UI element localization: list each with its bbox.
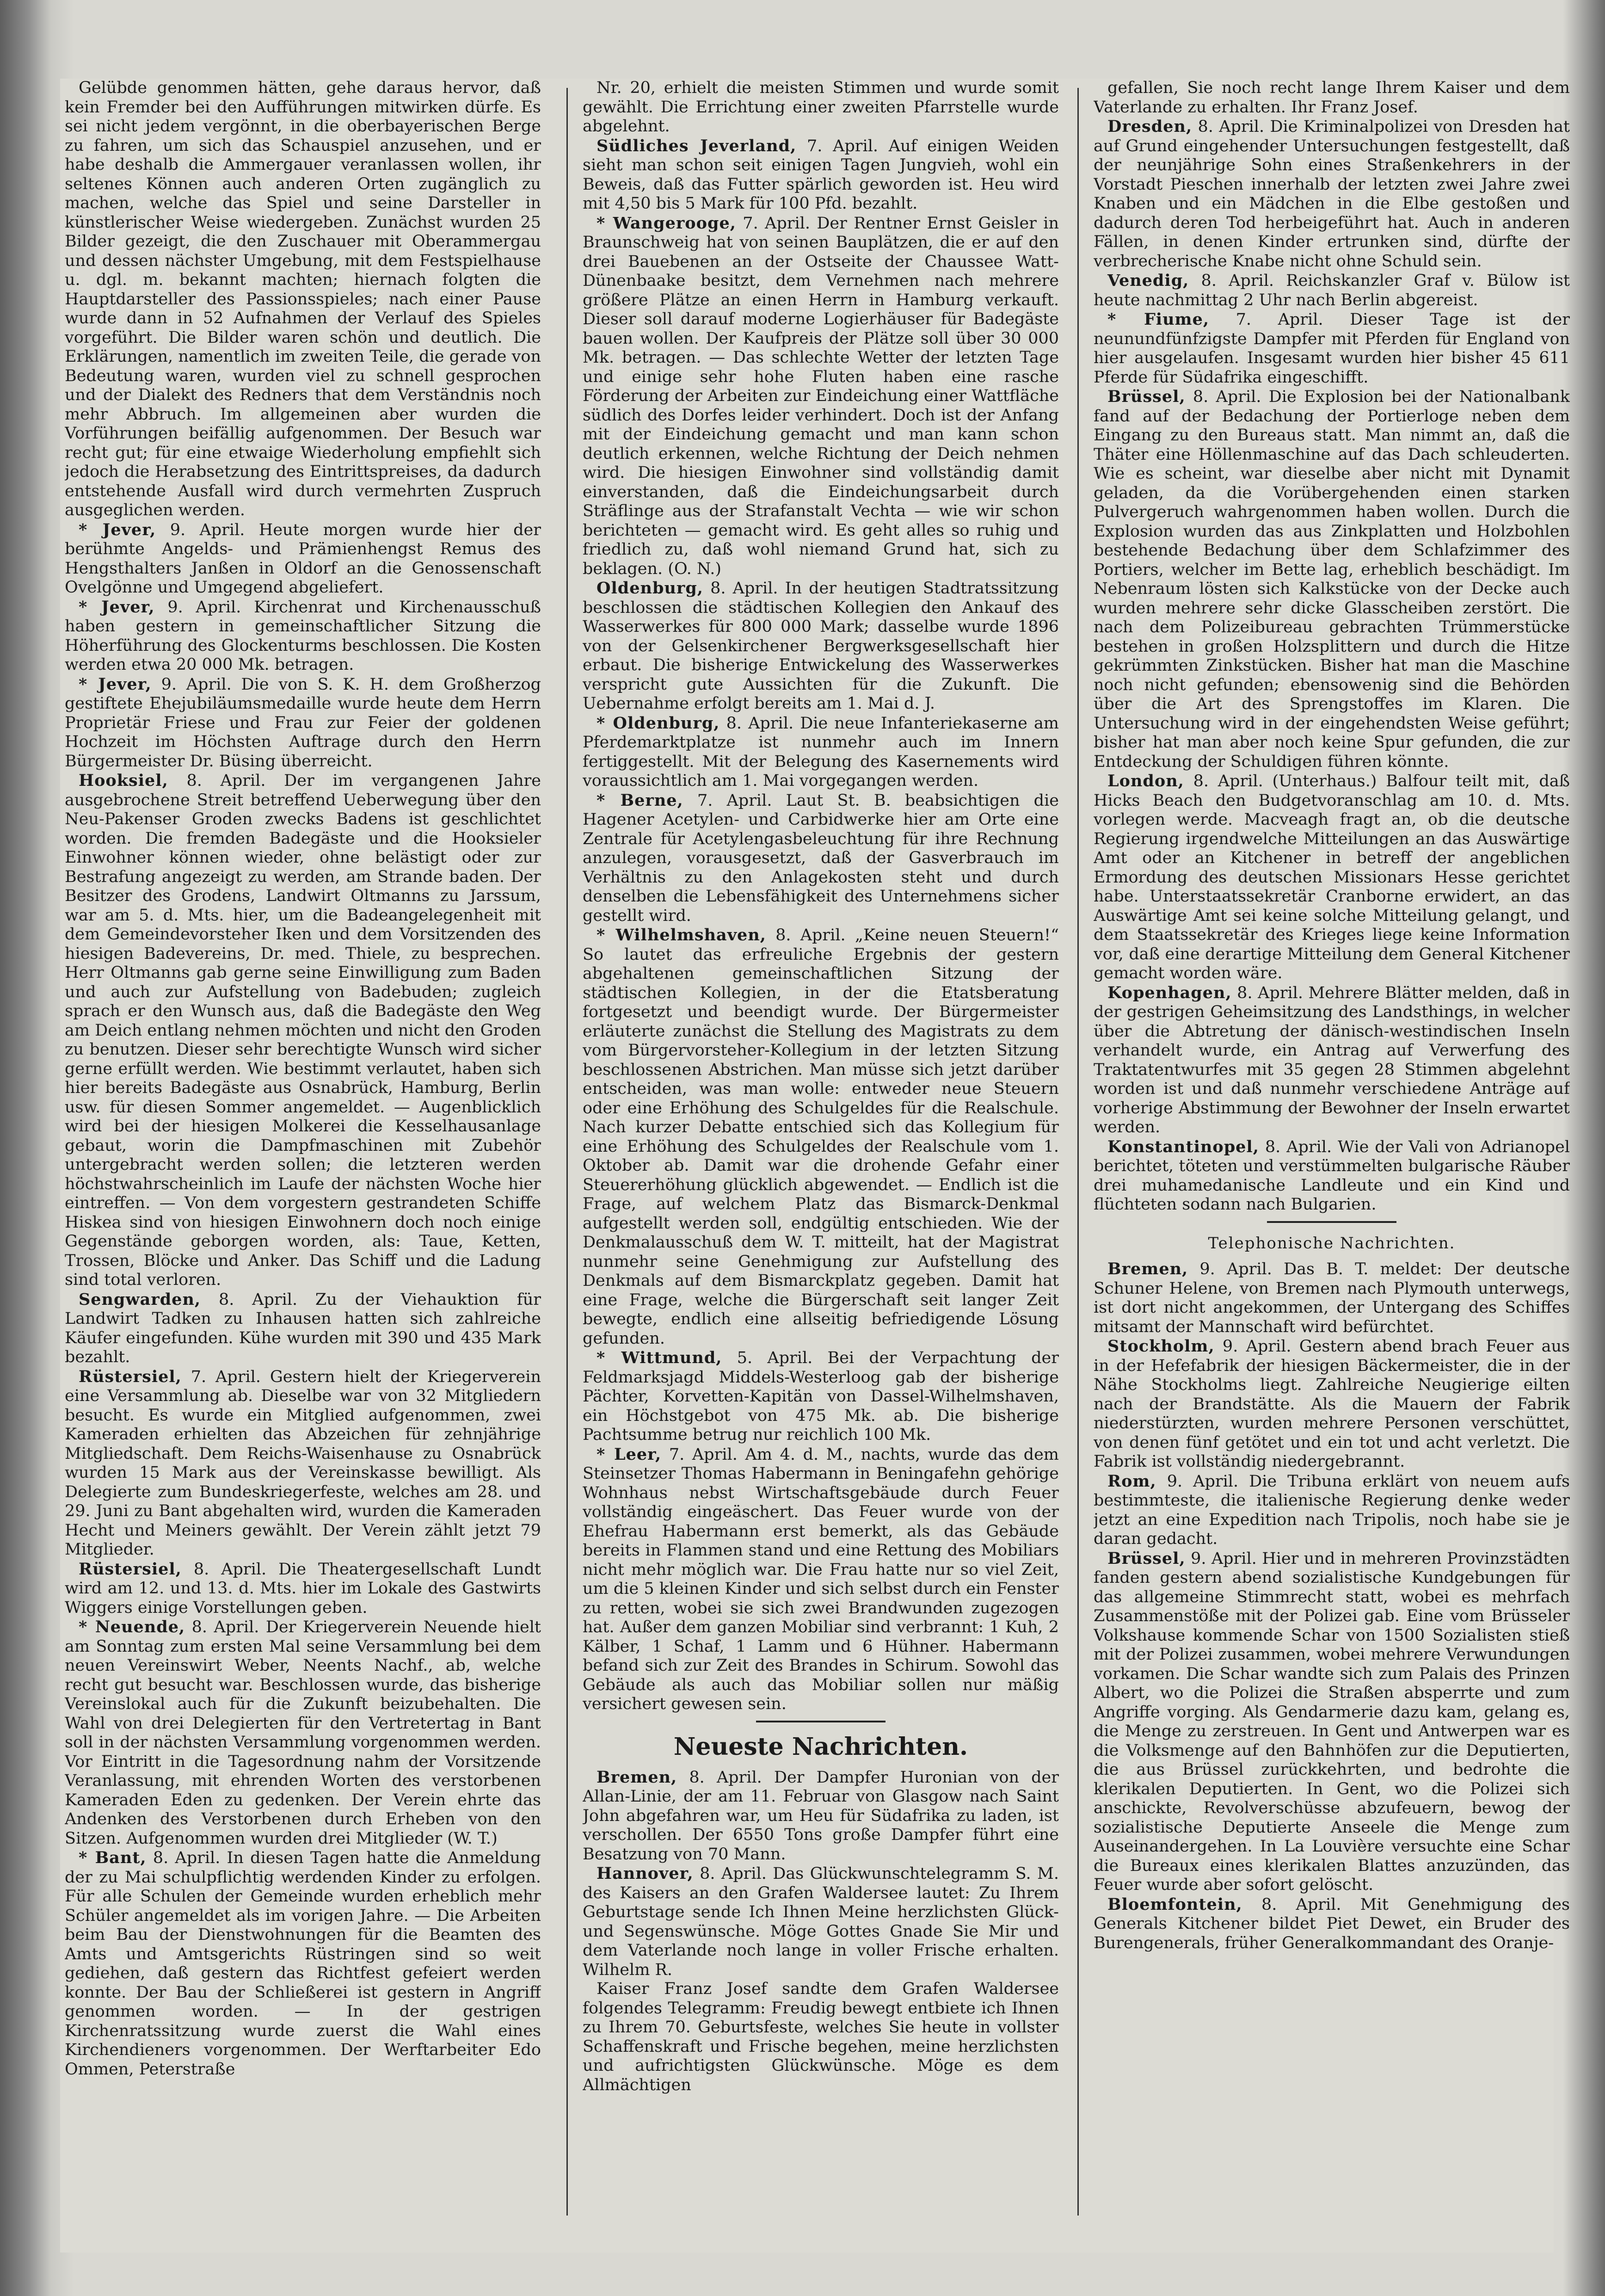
paragraph-text: 8. April. Der Dampfer Huronian von der Allan-Linie, der am 11. Februar von Glasgow nach Saint John abgefahren war, um Heu für Südafrika zu laden, ist verschollen. Der 6550 Tons große Dampfer führt eine Besatzung von 70 Mann.	[583, 1768, 1059, 1864]
dateline: * Berne,	[596, 790, 683, 810]
dateline: Rüstersiel,	[79, 1367, 182, 1386]
news-paragraph	[1094, 1895, 1570, 1953]
news-paragraph	[1094, 271, 1570, 310]
dateline: London,	[1107, 772, 1184, 790]
news-paragraph	[583, 136, 1059, 214]
dateline: Venedig,	[1107, 271, 1189, 290]
news-paragraph	[1094, 1472, 1570, 1549]
paragraph-text: 9. April. Die von S. K. H. dem Großherzog gestiftete Ehejubiläumsmedaille wurde heute dem Herrn Proprietär Friese und Frau zur Feier der goldenen Hochzeit im Höchsten Auftrage durch den Herrn Bürgermeister Dr. Büsing überreicht.	[65, 675, 541, 771]
news-paragraph	[583, 926, 1059, 1348]
dateline: * Oldenburg,	[596, 713, 720, 733]
dateline: Brüssel,	[1107, 1549, 1186, 1568]
dateline: * Fiume,	[1107, 310, 1210, 329]
dateline: Sengwarden,	[79, 1290, 201, 1309]
news-paragraph	[583, 79, 1059, 136]
paragraph-text: 8. April. Die Explosion bei der Nationalbank fand auf der Bedachung der Portierloge neben dem Eingang zu den Bureaus statt. Man nimmt an, daß die Thäter eine Höllenmaschine auf das Dach schleuderten. Wie es scheint, war dieselbe aber nicht mit Dynamit geladen, da die Vorübergehenden einen starken Pulvergeruch wahrgenommen haben wollen. Durch die Explosion wurden das aus Zinkplatten und Holzbohlen bestehende Bedachung über dem Schlafzimmer des Portiers, welcher im Bette lag, erheblich beschädigt. Im Nebenraum lösten sich Kalkstücke von der Decke auch wurden mehrere sehr dicke Glasscheiben zerstört. Die nach dem Polizeibureau gebrachten Trümmerstücke bestehen in großen Holzsplittern und durch die Hitze gekrümmten Zinkstücken. Bisher hat man die Maschine noch nicht gefunden; ebensowenig sind die Behörden über die Art des Sprengstoffes im Klaren. Die Untersuchung wird in der eingehendsten Weise geführt; bisher hat man aber noch keine Spur gefunden, die zur Entdeckung der Schuldigen führen könnte.	[1094, 388, 1570, 771]
section-divider	[1267, 1221, 1396, 1223]
paragraph-text: 8. April. Die Theatergesellschaft Lundt wird am 12. und 13. d. Mts. hier im Lokale des Gastwirts Wiggers einige Vorstellungen geben.	[65, 1560, 541, 1617]
news-paragraph	[583, 1445, 1059, 1714]
news-paragraph	[1094, 79, 1570, 117]
paragraph-text: 8. April. Reichskanzler Graf v. Bülow ist heute nachmittag 2 Uhr nach Berlin abgereist.	[1094, 272, 1570, 309]
news-paragraph	[1094, 117, 1570, 271]
dateline: * Wittmund,	[596, 1348, 722, 1367]
dateline: Südliches Jeverland,	[596, 136, 797, 155]
dateline: Konstantinopel,	[1107, 1137, 1259, 1156]
dateline: Bremen,	[596, 1767, 677, 1787]
paragraph-text: 8. April. Die Kriminalpolizei von Dresden hat auf Grund eingehender Untersuchungen festgestellt, daß der neunjährige Sohn eines Straßenkehrers in der Vorstadt Pieschen innerhalb der letzten zwei Jahre zwei Knaben und ein Mädchen in die Elbe gestoßen und dadurch deren Tod herbeigeführt hat. Auch in anderen Fällen, in denen Kinder ertrunken sind, dürfte der verbrecherische Knabe nicht ohne Schuld sein.	[1094, 117, 1570, 271]
paragraph-text: Gelübde genommen hätten, gehe daraus hervor, daß kein Fremder bei den Aufführungen mitwirken dürfe. Es sei nicht jedem vergönnt, in die oberbayerischen Berge zu fahren, um sich das Schauspiel anzusehen, und er habe deshalb die Ammergauer veranlassen wollen, ihr seltenes Können auch anderen Orten zugänglich zu machen, welche das Spiel und seine Darsteller in künstlerischer Weise wiedergeben. Zunächst wurden 25 Bilder gezeigt, die den Zuschauer mit Oberammergau und dessen nächster Umgebung, mit dem Festspielhause u. dgl. m. bekannt machten; hiernach folgten die Hauptdarsteller des Passionsspieles; nach einer Pause wurde dann in 52 Aufnahmen der Verlauf des Spieles vorgeführt. Die Bilder waren schön und deutlich. Die Erklärungen, namentlich im zweiten Teile, die gerade von Bedeutung waren, wurden viel zu schnell gesprochen und der Dialekt des Redners that dem Verständnis noch mehr Abbruch. Im allgemeinen aber wurden die Vorführungen beifällig aufgenommen. Der Besuch war recht gut; für eine etwaige Wiederholung empfiehlt sich jedoch die Herabsetzung des Eintrittspreises, da dadurch entstehende Ausfall wird durch vermehrten Zuspruch ausgeglichen werden.	[65, 79, 541, 519]
dateline: * Jever,	[79, 520, 156, 539]
news-paragraph	[583, 1768, 1059, 1864]
news-paragraph	[583, 579, 1059, 714]
paragraph-text: 9. April. Heute morgen wurde hier der berühmte Angelds- und Prämienhengst Remus des Hengsthalters Janßen in Oldorf an die Genossenschaft Ovelgönne und Umgegend abgeliefert.	[65, 520, 541, 597]
news-paragraph	[65, 675, 541, 772]
dateline: * Bant,	[79, 1848, 147, 1867]
column-3	[1094, 79, 1570, 2225]
dateline: * Wilhelmshaven,	[596, 926, 766, 944]
dateline: Oldenburg,	[596, 579, 703, 598]
paragraph-text: 8. April. Das Glückwunschtelegramm S. M. des Kaisers an den Grafen Waldersee lautet: Zu Ihrem Geburtstage sende Ich Ihnen Meine herzlichsten Glück- und Segenswünsche. Möge Gottes Gnade Sie Mir und dem Vaterlande noch lange in voller Frische erhalten. Wilhelm R.	[583, 1864, 1059, 1979]
paragraph-text: Kaiser Franz Josef sandte dem Grafen Waldersee folgendes Telegramm: Freudig bewegt entbiete ich Ihnen zu Ihrem 70. Geburtsfeste, welches Sie heute in vollster Schaffenskraft und Frische begehen, meine herzlichsten und aufrichtigsten Glückwünsche. Möge es dem Allmächtigen	[583, 1980, 1059, 2094]
news-paragraph	[65, 1290, 541, 1367]
sub-heading: Telephonische Nachrichten.	[1208, 1234, 1456, 1253]
paragraph-text: gefallen, Sie noch recht lange Ihrem Kaiser und dem Vaterlande zu erhalten. Ihr Franz Josef.	[1094, 79, 1570, 117]
paragraph-text: 8. April. Der im vergangenen Jahre ausgebrochene Streit betreffend Ueberwegung über den Neu-Pakenser Groden zwecks Badens ist geschlichtet worden. Die fremden Badegäste und die Hooksieler Einwohner können wieder, ohne belästigt oder zur Bestrafung angezeigt zu werden, am Strande baden. Der Besitzer des Grodens, Landwirt Oltmanns zu Jarssum, war am 5. d. Mts. hier, um die Badeangelegenheit mit dem Gemeindevorsteher Iken und dem Vorsitzenden des hiesigen Badevereins, Dr. med. Thiele, zu besprechen. Herr Oltmanns gab gerne seine Einwilligung zum Baden und auch zur Aufstellung von Badebuden; zugleich sprach er den Wunsch aus, daß die Badegäste den Weg am Deich entlang nehmen möchten und nicht den Groden zu benutzen. Dieser sehr berechtigte Wunsch wird sicher gerne erfüllt werden. Wie bestimmt verlautet, haben sich hier bereits Badegäste aus Osnabrück, Hamburg, Berlin usw. für diesen Sommer angemeldet. — Augenblicklich wird bei der hiesigen Molkerei die Kesselhausanlage gebaut, worin die Dampfmaschinen mit Zubehör untergebracht werden sollen; die letzteren werden höchstwahrscheinlich im Laufe der nächsten Woche hier eintreffen. — Von dem vorgestern gestrandeten Schiffe Hiskea sind von hiesigen Einwohnern doch noch einige Gegenstände geborgen worden, als: Taue, Ketten, Trossen, Blöcke und Anker. Das Schiff und die Ladung sind total verloren.	[65, 772, 541, 1289]
news-paragraph	[65, 771, 541, 1290]
dateline: Brüssel,	[1107, 387, 1186, 406]
news-paragraph	[65, 1848, 541, 2079]
news-paragraph	[583, 1348, 1059, 1445]
paragraph-text: 9. April. Hier und in mehreren Provinzstädten fanden gestern abend sozialistische Kundgebungen für das allgemeine Stimmrecht statt, wobei es mehrfach Zusammenstöße mit der Polizei gab. Eine vom Brüsseler Volkshause kommende Schar von 1500 Sozialisten stieß mit der Polizei zusammen, wobei mehrere Verwundungen vorkamen. Die Schar wandte sich zum Palais des Prinzen Albert, wo die Polizei die Straßen absperrte und zum Angriffe vorging. Als Gendarmerie dazu kam, gelang es, die Menge zu zerstreuen. In Gent und Antwerpen war es die Volksmenge auf den Bahnhöfen zur die Deputierten, die aus Brüssel zurückkehrten, und bedrohte die klerikalen Deputierten. In Gent, wo die Polizei sich anschickte, Revolverschüsse abzufeuern, bewog der sozialistische Deputierte Anseele die Menge zum Auseinandergehen. In La Louvière versuchte eine Schar die Bureaux eines klerikalen Blattes anzuzünden, das Feuer wurde aber sofort gelöscht.	[1094, 1549, 1570, 1894]
news-paragraph	[1094, 1549, 1570, 1895]
column-1	[65, 79, 541, 2225]
news-paragraph	[65, 79, 541, 520]
news-paragraph	[1094, 1337, 1570, 1472]
dateline: * Wangerooge,	[596, 213, 736, 233]
paragraph-text: 7. April. Gestern hielt der Kriegerverein eine Versammlung ab. Dieselbe war von 32 Mitgliedern besucht. Es wurde ein Mitglied aufgenommen, zwei Kameraden erhielten das Abzeichen für zehnjährige Mitgliedschaft. Dem Reichs-Waisenhause zu Osnabrück wurden 15 Mark aus der Vereinskasse bewilligt. Als Delegierte zum Bundeskriegerfeste, welches am 28. und 29. Juni zu Bant abgehalten wird, wurden die Kameraden Hecht und Meiners gewählt. Der Verein zählt jetzt 79 Mitglieder.	[65, 1367, 541, 1559]
dateline: Hooksiel,	[79, 771, 168, 790]
dateline: Rüstersiel,	[79, 1559, 182, 1579]
news-paragraph	[1094, 1137, 1570, 1215]
dateline: Bremen,	[1107, 1259, 1188, 1278]
dateline: * Jever,	[79, 597, 155, 617]
news-paragraph	[583, 1980, 1059, 2095]
paragraph-text: 8. April. In der heutigen Stadtratssitzung beschlossen die städtischen Kollegien den Ankauf des Wasserwerkes für 800 000 Mark; dasselbe wurde 1896 von der Gelsenkirchener Bergwerksgesellschaft hier erbaut. Die bisherige Entwickelung des Wasserwerkes verspricht gute Aussichten für die Zukunft. Die Uebernahme erfolgt bereits am 1. Mai d. J.	[583, 579, 1059, 713]
news-paragraph	[65, 520, 541, 598]
paragraph-text: 8. April. Wie der Vali von Adrianopel berichtet, töteten und verstümmelten bulgarische Räuber drei muhamedanische Landleute und ein Kind und flüchteten sodann nach Bulgarien.	[1094, 1137, 1570, 1214]
paragraph-text: 7. April. Laut St. B. beabsichtigen die Hagener Acetylen- und Carbidwerke hier am Orte eine Zentrale für Acetylengasbeleuchtung für ihre Rechnung anzulegen, vorausgesetzt, daß der Gasverbrauch im Verhältnis zu den Anlagekosten steht und durch denselben die Lebensfähigkeit des Unternehmens sicher gestellt wird.	[583, 791, 1059, 925]
paragraph-text: 7. April. Der Rentner Ernst Geisler in Braunschweig hat von seinen Bauplätzen, die er auf den drei Bauebenen an der Ostseite der Chaussee Watt-Dünenbaake besitzt, dem Vernehmen nach mehrere größere Plätze an einen Herrn in Hamburg verkauft. Dieser soll darauf moderne Logierhäuser für Badegäste bauen wollen. Der Kaufpreis der Plätze soll über 30 000 Mk. betragen. — Das schlechte Wetter der letzten Tage und einige sehr hohe Fluten haben eine rasche Förderung der Arbeiten zur Eindeichung einer Wattfläche südlich des Dorfes leider verhindert. Doch ist der Anfang mit der Eindeichung gemacht und man kann schon deutlich erkennen, welche Richtung der Deich nehmen wird. Die hiesigen Einwohner sind vollständig damit einverstanden, daß die Eindeichungsarbeit durch Sträflinge aus der Strafanstalt Vechta — wie wir schon berichteten — gemacht wird. Es geht alles so ruhig und friedlich zu, daß wohl niemand Grund hat, sich zu beklagen. (O. N.)	[583, 214, 1059, 578]
paragraph-text: 8. April. „Keine neuen Steuern!“ So lautet das erfreuliche Ergebnis der gestern abgehaltenen gemeinschaftlichen Sitzung der städtischen Kollegien, in der die Etatsberatung fortgesetzt und beendigt wurde. Der Bürgermeister erläuterte zunächst die Stellung des Magistrats zu dem vom Bürgervorsteher-Kollegium in der letzten Sitzung beschlossenen Abstrichen. Man müsse sich jetzt darüber entscheiden, was man wolle: entweder neue Steuern oder eine Erhöhung des Schulgeldes für die Realschule. Nach kurzer Debatte entschied sich das Kollegium für eine Erhöhung des Schulgeldes der Realschule vom 1. Oktober ab. Damit war die drohende Gefahr einer Steuererhöhung glücklich abgewendet. — Endlich ist die Frage, auf welchem Platz das Bismarck-Denkmal aufgestellt werden soll, endgültig entschieden. Wie der Denkmalausschuß dem W. T. mitteilt, hat der Magistrat nunmehr seine Genehmigung zur Aufstellung des Denkmals auf dem Bismarckplatz gegeben. Damit hat eine Frage, welche die Bürgerschaft seit langer Zeit bewegte, endlich eine allseitig befriedigende Lösung gefunden.	[583, 926, 1059, 1348]
news-paragraph	[583, 1864, 1059, 1980]
newspaper-page	[60, 79, 1570, 2253]
news-paragraph	[1094, 310, 1570, 387]
news-paragraph	[65, 1617, 541, 1848]
paragraph-text: Nr. 20, erhielt die meisten Stimmen und wurde somit gewählt. Die Errichtung einer zweiten Pfarrstelle wurde abgelehnt.	[583, 79, 1059, 136]
dateline: * Leer,	[596, 1444, 662, 1464]
news-paragraph	[65, 1560, 541, 1618]
dateline: Dresden,	[1107, 117, 1193, 136]
paragraph-text: 8. April. (Unterhaus.) Balfour teilt mit, daß Hicks Beach den Budgetvoranschlag am 10. d. Mts. vorlegen werde. Macveagh fragt an, ob die deutsche Regierung irgendwelche Mitteilungen an das Auswärtige Amt oder an Kitchener in betreff der angeblichen Ermordung des deutschen Missionars Hesse gerichtet habe. Unterstaatssekretär Cranborne erwidert, an das Auswärtige Amt sei keine solche Mitteilung gelangt, und dem Staatssekretär des Krieges liege keine Information vor, daß eine derartige Mitteilung dem General Kitchener gemacht worden wäre.	[1094, 772, 1570, 982]
news-paragraph	[583, 791, 1059, 926]
paragraph-text: 8. April. Mit Genehmigung des Generals Kitchener bildet Piet Dewet, ein Bruder des Burengenerals, früher Generalkommandant des Oranje-	[1094, 1895, 1570, 1952]
news-paragraph	[65, 598, 541, 675]
dateline: * Neuende,	[79, 1617, 185, 1636]
section-divider	[756, 1721, 886, 1722]
news-paragraph	[1094, 772, 1570, 983]
dateline: Stockholm,	[1107, 1337, 1215, 1356]
news-paragraph	[65, 1367, 541, 1560]
news-paragraph	[583, 714, 1059, 791]
dateline: Bloemfontein,	[1107, 1895, 1242, 1914]
paragraph-text: 8. April. Die neue Infanteriekaserne am Pferdemarktplatze ist nunmehr auch im Innern fertiggestellt. Mit der Belegung des Kasernements wird voraussichtlich am 1. Mai vorgegangen werden.	[583, 714, 1059, 790]
paragraph-text: 8. April. Der Kriegerverein Neuende hielt am Sonntag zum ersten Mal seine Versammlung bei dem neuen Vereinswirt Weber, Neents Nachf., ab, welche recht gut besucht war. Beschlossen wurde, das bisherige Vereinslokal auch für die Zukunft beizubehalten. Die Wahl von drei Delegierten für den Vertretertag in Bant soll in der nächsten Versammlung vorgenommen werden. Vor Eintritt in die Tagesordnung nahm der Vorsitzende Veranlassung, mit ehrenden Worten des verstorbenen Kameraden Eden zu gedenken. Der Verein ehrte das Andenken des Verstorbenen durch Erheben von den Sitzen. Aufgenommen wurden drei Mitglieder (W. T.)	[65, 1618, 541, 1848]
paragraph-text: 7. April. Auf einigen Weiden sieht man schon seit einigen Tagen Jungvieh, wohl ein Beweis, daß das Futter spärlich geworden ist. Heu wird mit 4,50 bis 5 Mark für 100 Pfd. bezahlt.	[583, 136, 1059, 213]
news-paragraph	[1094, 387, 1570, 772]
paragraph-text: 9. April. Die Tribuna erklärt von neuem aufs bestimmteste, die italienische Regierung denke weder jetzt an eine Expedition nach Tripolis, noch habe sie je daran gedacht.	[1094, 1472, 1570, 1548]
news-paragraph	[1094, 1259, 1570, 1337]
column-rule	[566, 88, 568, 2216]
paragraph-text: 8. April. Zu der Viehauktion für Landwirt Tadken zu Inhausen hatten sich zahlreiche Käufer eingefunden. Kühe wurden mit 390 und 435 Mark bezahlt.	[65, 1290, 541, 1366]
paragraph-text: 5. April. Bei der Verpachtung der Feldmarksjagd Middels-Westerloog gab der bisherige Pächter, Korvetten-Kapitän von Dassel-Wilhelmshaven, ein Höchstgebot von 475 Mk. ab. Die bisherige Pachtsumme betrug nur reichlich 100 Mk.	[583, 1349, 1059, 1444]
paragraph-text: 7. April. Am 4. d. M., nachts, wurde das dem Steinsetzer Thomas Habermann in Beningafehn gehörige Wohnhaus nebst Wirtschaftsgebäude durch Feuer vollständig eingeäschert. Das Feuer wurde von der Ehefrau Habermann erst bemerkt, als das Gebäude bereits in Flammen stand und eine Rettung des Mobiliars nicht mehr möglich war. Die Frau hatte nur so viel Zeit, um die 5 kleinen Kinder und sich selbst durch ein Fenster zu retten, wobei sie sich zwei Brandwunden zugezogen hat. Außer dem ganzen Mobiliar sind verbrannt: 1 Kuh, 2 Kälber, 1 Schaf, 1 Lamm und 6 Hühner. Habermann befand sich zur Zeit des Brandes in Schirum. Sowohl das Gebäude als auch das Mobiliar sollen nur mäßig versichert gewesen sein.	[583, 1445, 1059, 1713]
dateline: Hannover,	[596, 1864, 694, 1883]
dateline: * Jever,	[79, 674, 152, 694]
paragraph-text: 8. April. In diesen Tagen hatte die Anmeldung der zu Mai schulpflichtig werdenden Kinder zu erfolgen. Für alle Schulen der Gemeinde wurden erheblich mehr Schüler angemeldet als im vorigen Jahre. — Die Arbeiten beim Bau der Dienstwohnungen für die Beamten des Amts und Amtsgerichts Rüstringen sind so weit gediehen, daß gestern das Richtfest gefeiert werden konnte. Der Bau der Schließerei ist gestern in Angriff genommen worden. — In der gestrigen Kirchenratssitzung wurde zuerst die Wahl eines Kirchendieners vorgenommen. Der Werftarbeiter Edo Ommen, Peterstraße	[65, 1849, 541, 2079]
paragraph-text: 7. April. Dieser Tage ist der neunundfünfzigste Dampfer mit Pferden für England von hier ausgelaufen. Insgesamt wurden hier bisher 45 611 Pferde für Südafrika eingeschifft.	[1094, 310, 1570, 387]
dateline: Kopenhagen,	[1107, 983, 1232, 1002]
column-2	[583, 79, 1059, 2225]
section-heading: Neueste Nachrichten.	[673, 1732, 968, 1761]
news-paragraph	[583, 214, 1059, 579]
paragraph-text: 8. April. Mehrere Blätter melden, daß in der gestrigen Geheimsitzung des Landsthings, in welcher über die Abtretung der dänisch-westindischen Inseln verhandelt wurde, ein Antrag auf Verwerfung des Traktatentwurfes mit 35 gegen 28 Stimmen abgelehnt worden ist und daß nunmehr verschiedene Anträge auf vorherige Abstimmung der Bewohner der Inseln erwartet werden.	[1094, 983, 1570, 1136]
paragraph-text: 9. April. Gestern abend brach Feuer aus in der Hefefabrik der hiesigen Bäckermeister, die in der Nähe Stockholms liegt. Zahlreiche Neugierige eilten nach der Brandstätte. Als die Mauern der Fabrik niederstürzten, wurden mehrere Personen verschüttet, von denen fünf getötet und ein tot und acht verletzt. Die Fabrik ist vollständig niedergebrannt.	[1094, 1337, 1570, 1471]
paragraph-text: 9. April. Das B. T. meldet: Der deutsche Schuner Helene, von Bremen nach Plymouth unterwegs, ist dort nicht angekommen, der Untergang des Schiffes mitsamt der Mannschaft wird befürchtet.	[1094, 1260, 1570, 1336]
paragraph-text: 9. April. Kirchenrat und Kirchenausschuß haben gestern in gemeinschaftlicher Sitzung die Höherführung des Glockenturms beschlossen. Die Kosten werden etwa 20 000 Mk. betragen.	[65, 598, 541, 674]
dateline: Rom,	[1107, 1471, 1156, 1491]
column-rule	[1077, 88, 1079, 2216]
news-paragraph	[1094, 983, 1570, 1137]
